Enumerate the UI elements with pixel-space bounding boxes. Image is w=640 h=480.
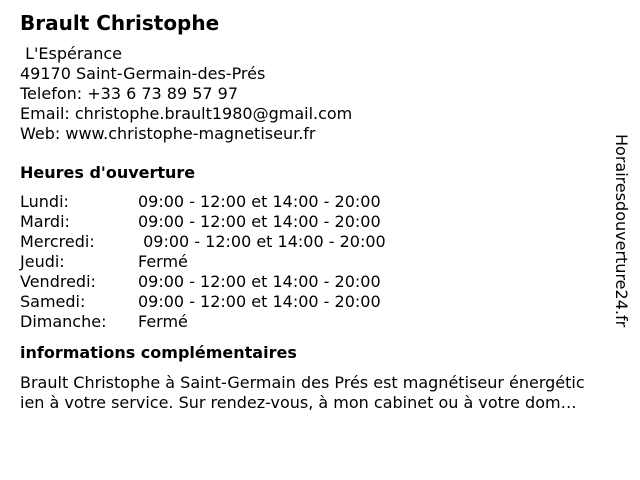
day-label: Jeudi: <box>20 252 65 271</box>
day-label: Samedi: <box>20 292 86 311</box>
hours-row-thursday <box>20 252 620 272</box>
hours-row-monday <box>20 192 620 212</box>
day-hours: 09:00 - 12:00 et 14:00 - 20:00 <box>138 292 381 311</box>
hours-row-sunday <box>20 312 620 332</box>
business-name: Brault Christophe <box>20 11 220 35</box>
day-label: Mercredi: <box>20 232 95 251</box>
email-line: Email: christophe.brault1980@gmail.com <box>20 104 353 123</box>
hours-row-saturday <box>20 292 620 312</box>
day-hours: 09:00 - 12:00 et 14:00 - 20:00 <box>138 212 381 231</box>
day-hours: Fermé <box>138 312 188 331</box>
day-hours: Fermé <box>138 252 188 271</box>
day-label: Dimanche: <box>20 312 107 331</box>
hours-row-tuesday <box>20 212 620 232</box>
description-line-1: Brault Christophe à Saint-Germain des Prés est magnétiseur énergétic <box>20 373 585 392</box>
day-hours: 09:00 - 12:00 et 14:00 - 20:00 <box>138 232 386 251</box>
address-line-1: L'Espérance <box>20 44 123 63</box>
website-line: Web: www.christophe-magnetiseur.fr <box>20 124 316 143</box>
hours-row-friday <box>20 272 620 292</box>
additional-info-description <box>20 373 630 413</box>
day-label: Vendredi: <box>20 272 96 291</box>
site-watermark: Horairesdouverture24.fr <box>612 134 631 328</box>
description-line-2: ien à votre service. Sur rendez-vous, à mon cabinet ou à votre dom… <box>20 393 577 412</box>
day-hours: 09:00 - 12:00 et 14:00 - 20:00 <box>138 272 381 291</box>
day-label: Mardi: <box>20 212 70 231</box>
hours-row-wednesday <box>20 232 620 252</box>
address-line-2: 49170 Saint-Germain-des-Prés <box>20 64 266 83</box>
day-label: Lundi: <box>20 192 69 211</box>
opening-hours-heading: Heures d'ouverture <box>20 163 196 182</box>
business-card <box>20 10 620 413</box>
opening-hours-table <box>20 192 620 332</box>
day-hours: 09:00 - 12:00 et 14:00 - 20:00 <box>138 192 381 211</box>
additional-info-heading: informations complémentaires <box>20 343 297 362</box>
phone-line: Telefon: +33 6 73 89 57 97 <box>20 84 239 103</box>
